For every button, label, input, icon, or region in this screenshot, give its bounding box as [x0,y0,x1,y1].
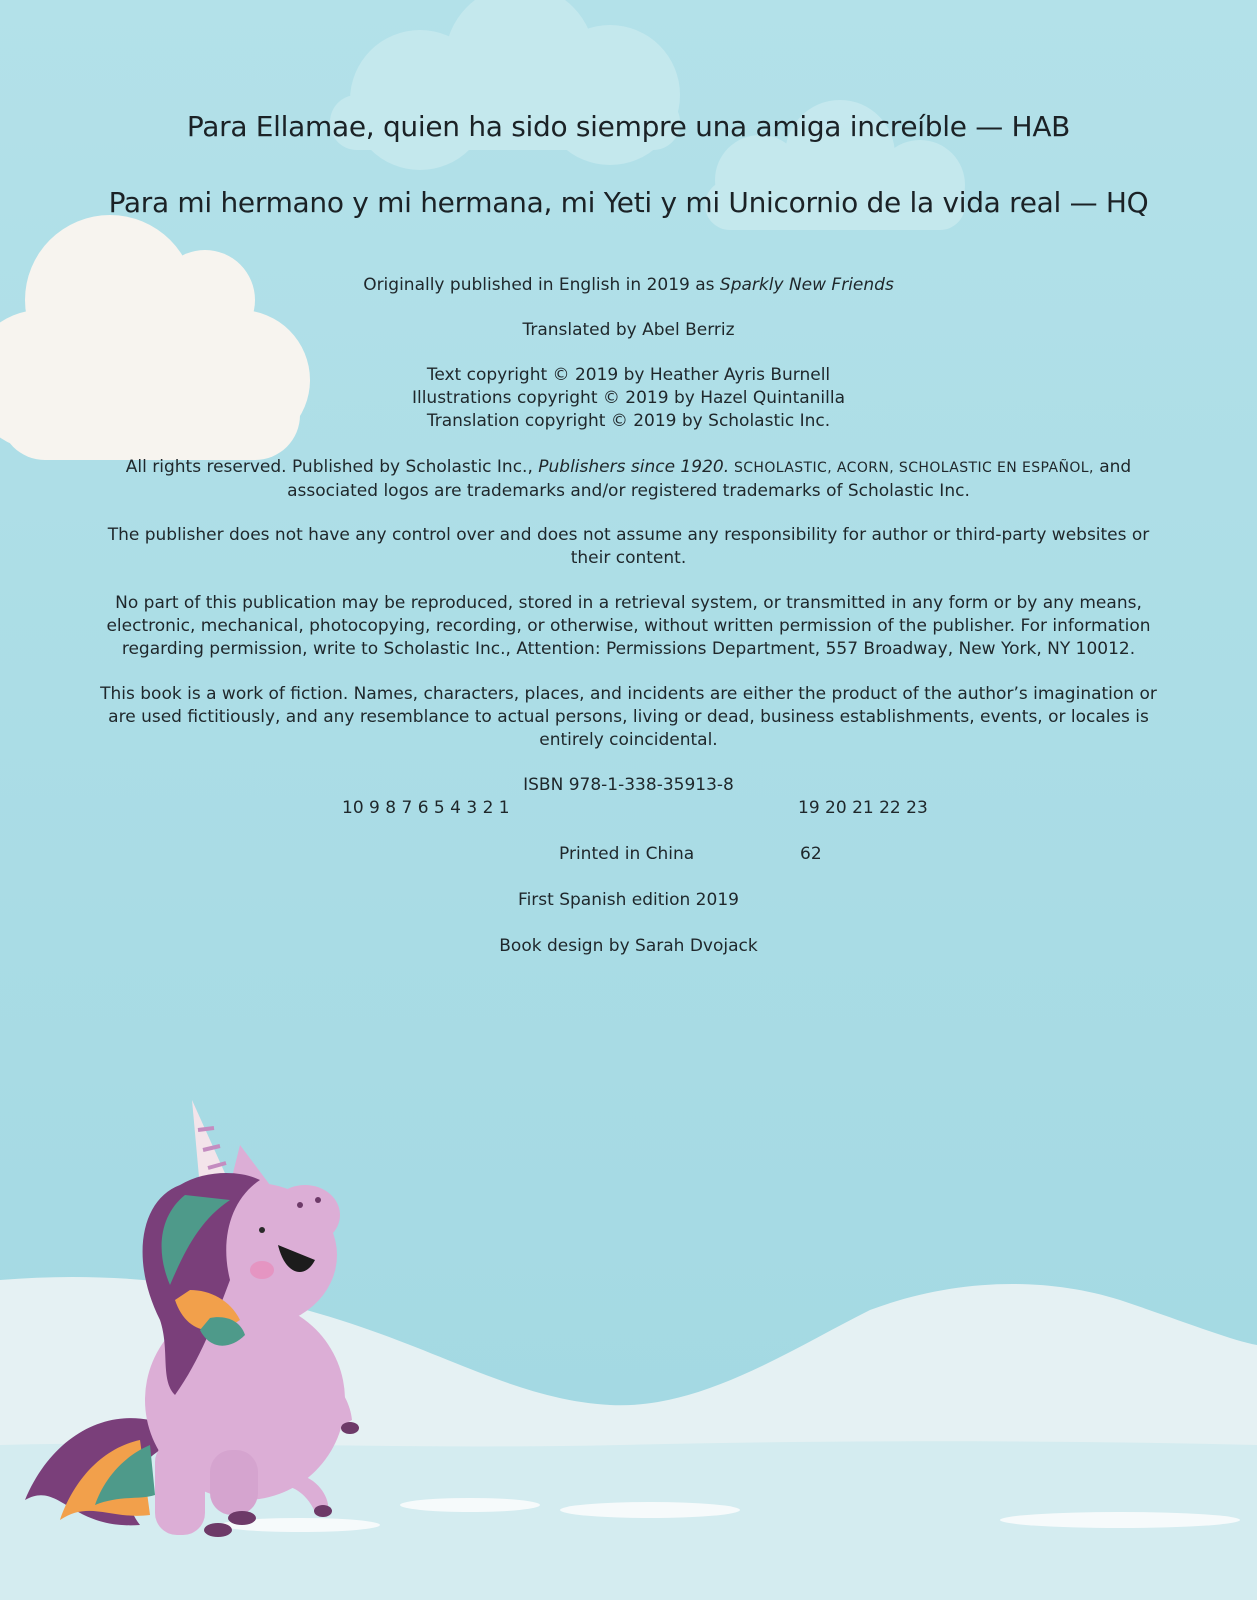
original-title: Sparkly New Friends [719,275,894,295]
edition: First Spanish edition 2019 [518,890,739,910]
translator-credit: Translated by Abel Berriz [522,320,735,340]
original-publication-prefix: Originally published in English in 2019 as [363,275,720,295]
dedication-second: Para mi hermano y mi hermana, mi Yeti y mi Unicornio de la vida real — HQ [108,186,1149,219]
fiction-notice-line-3: entirely coincidental. [539,730,718,750]
trademark-names: SCHOLASTIC, ACORN, SCHOLASTIC EN ESPAÑOL, [729,460,1094,476]
copyright-illustrations: Illustrations copyright © 2019 by Hazel Quintanilla [411,388,846,408]
reproduction-notice-line-1: No part of this publication may be reproduced, stored in a retrieval system, or transmitted in any form or by any means, [115,593,1142,613]
reproduction-notice [0,592,1257,661]
reproduction-notice-line-3: regarding permission, write to Scholastic Inc., Attention: Permissions Department, 557 Broadway, New York, NY 10012. [121,639,1136,659]
rights-line-1 [0,456,1257,480]
printed-in: Printed in China [559,844,695,864]
book-design-credit: Book design by Sarah Dvojack [499,936,758,956]
publisher-tagline: Publishers since 1920. [538,457,730,477]
publisher-notice [0,524,1257,570]
year-line: 19 20 21 22 23 [798,798,928,818]
publisher-notice-line-1: The publisher does not have any control over and does not assume any responsibility for author or third-party websites or [107,525,1150,545]
rights-tail: and [1093,457,1132,477]
rights-lead: All rights reserved. Published by Scholastic Inc., [125,457,539,477]
copyright-block [0,364,1257,433]
rights-reserved [0,456,1257,503]
copyright-text: Text copyright © 2019 by Heather Ayris Burnell [426,365,831,385]
isbn: ISBN 978-1-338-35913-8 [523,775,734,795]
dedication-first: Para Ellamae, quien ha sido siempre una amiga increíble — HAB [186,110,1071,143]
printer-code: 62 [800,844,822,864]
original-publication-note [0,274,1257,297]
publisher-notice-line-2: their content. [570,548,687,568]
copyright-translation: Translation copyright © 2019 by Scholastic Inc. [426,411,831,431]
reproduction-notice-line-2: electronic, mechanical, photocopying, recording, or otherwise, without written permission of the publisher. For information [106,616,1151,636]
fiction-notice [0,683,1257,752]
rights-line-2: associated logos are trademarks and/or registered trademarks of Scholastic Inc. [287,481,970,501]
fiction-notice-line-2: are used fictitiously, and any resemblance to actual persons, living or dead, business establishments, events, or locales is [108,707,1149,727]
fiction-notice-line-1: This book is a work of fiction. Names, characters, places, and incidents are either the product of the author’s imagination or [100,684,1157,704]
printing-line: 10 9 8 7 6 5 4 3 2 1 [342,798,510,818]
